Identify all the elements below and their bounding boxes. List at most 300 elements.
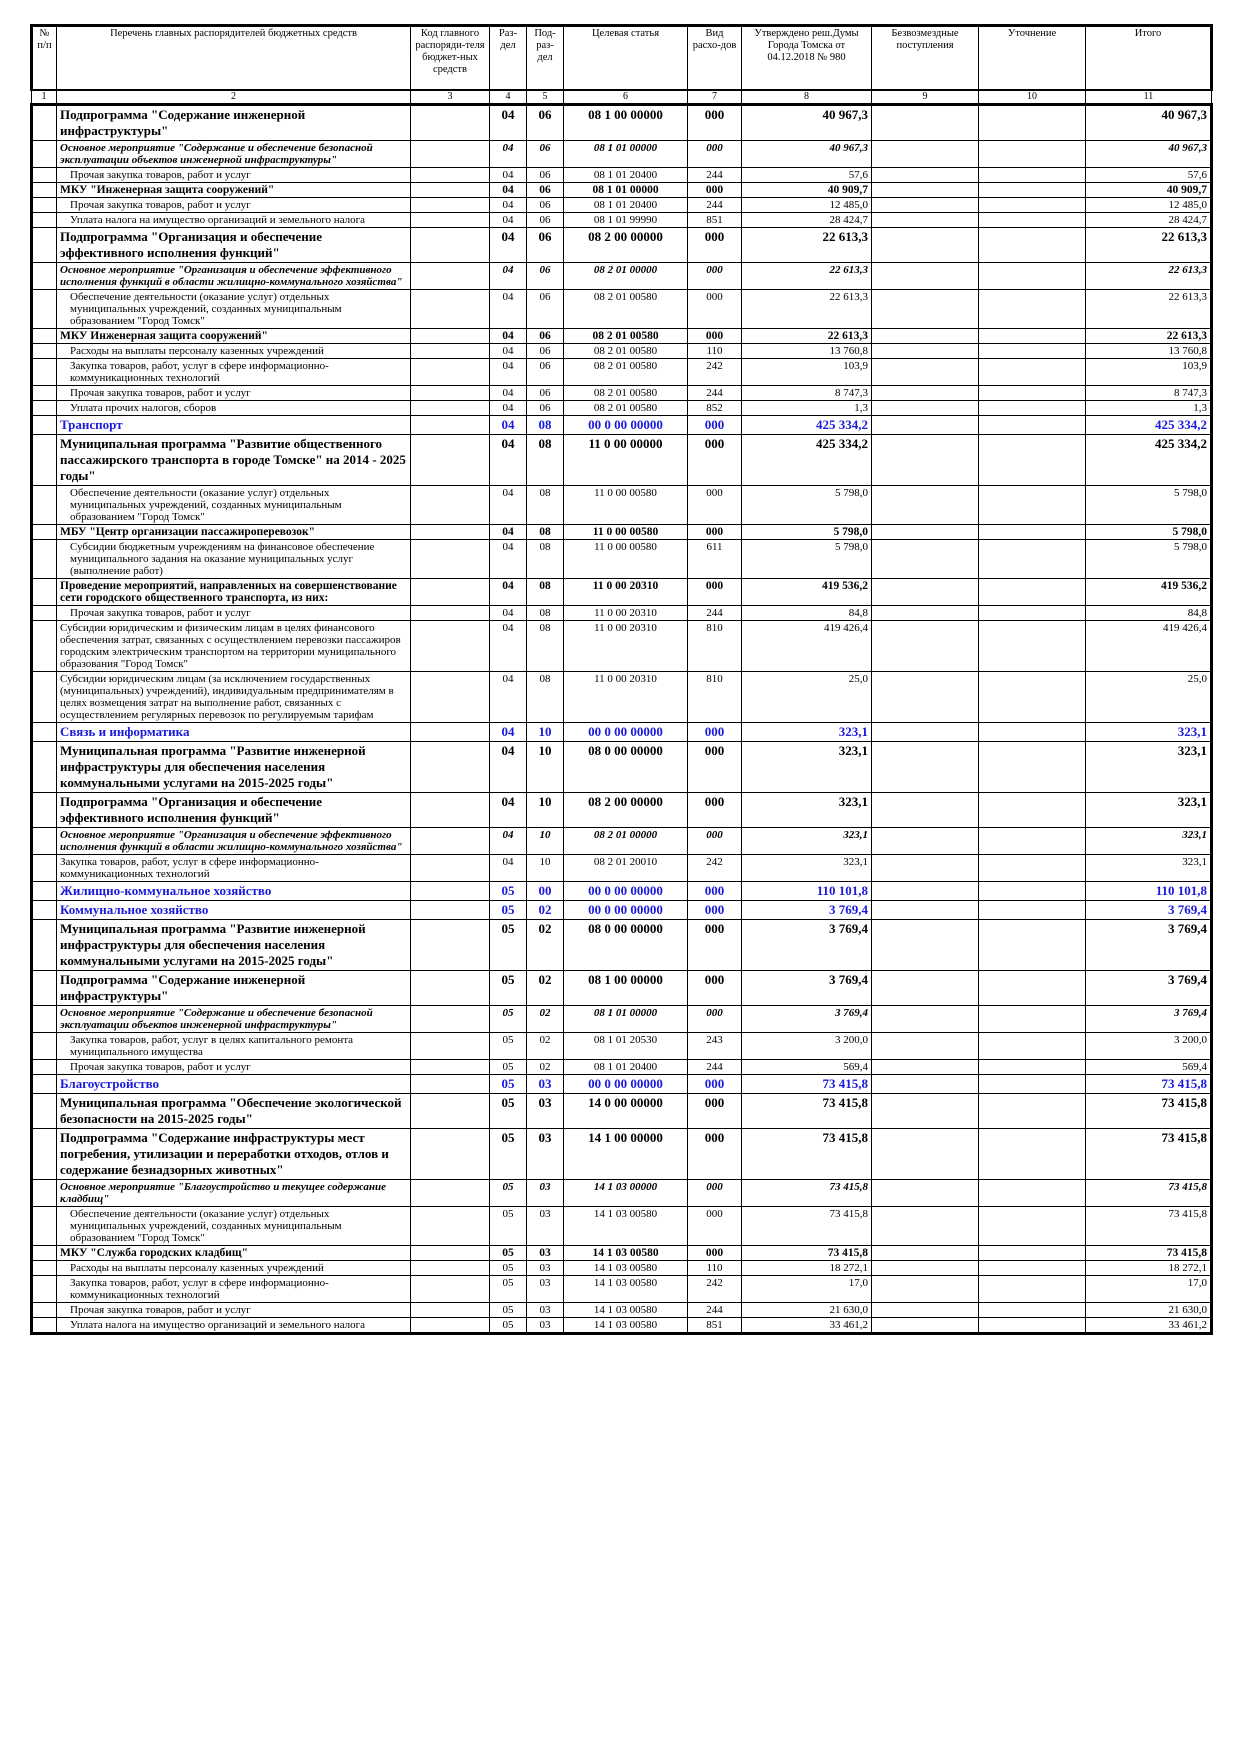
row-adjustment-cell xyxy=(979,855,1086,882)
row-name-cell: Основное мероприятие "Организация и обеспечение эффективного исполнения функций в области жилищно-коммунального хозяйства" xyxy=(57,263,411,290)
row-target-cell: 08 1 01 20400 xyxy=(564,1060,688,1075)
row-code-cell xyxy=(411,1246,490,1261)
row-total-cell: 419 536,2 xyxy=(1086,579,1212,606)
row-podrazdel-cell: 08 xyxy=(527,672,564,723)
row-approved-cell: 22 613,3 xyxy=(742,263,872,290)
row-expense-type-cell: 000 xyxy=(688,329,742,344)
table-row xyxy=(32,1261,1212,1276)
row-expense-type-cell: 244 xyxy=(688,606,742,621)
row-expense-type-cell: 110 xyxy=(688,344,742,359)
row-expense-type-cell: 852 xyxy=(688,401,742,416)
table-row xyxy=(32,882,1212,901)
row-podrazdel-cell: 06 xyxy=(527,344,564,359)
row-razdel-cell: 05 xyxy=(490,1261,527,1276)
row-approved-cell: 17,0 xyxy=(742,1276,872,1303)
row-approved-cell: 33 461,2 xyxy=(742,1318,872,1334)
row-code-cell xyxy=(411,416,490,435)
row-expense-type-cell: 810 xyxy=(688,672,742,723)
row-total-cell: 22 613,3 xyxy=(1086,290,1212,329)
row-num-cell xyxy=(32,971,57,1006)
table-row xyxy=(32,1276,1212,1303)
row-num-cell xyxy=(32,672,57,723)
table-row xyxy=(32,141,1212,168)
row-approved-cell: 323,1 xyxy=(742,828,872,855)
row-approved-cell: 73 415,8 xyxy=(742,1094,872,1129)
row-grants-cell xyxy=(872,344,979,359)
row-approved-cell: 40 909,7 xyxy=(742,183,872,198)
row-approved-cell: 40 967,3 xyxy=(742,105,872,141)
row-name-cell: МКУ "Служба городских кладбищ" xyxy=(57,1246,411,1261)
table-row xyxy=(32,401,1212,416)
row-name-cell: Прочая закупка товаров, работ и услуг xyxy=(57,168,411,183)
row-num-cell xyxy=(32,290,57,329)
row-code-cell xyxy=(411,228,490,263)
col-number: 4 xyxy=(490,90,527,105)
table-row xyxy=(32,920,1212,971)
row-num-cell xyxy=(32,486,57,525)
row-expense-type-cell: 110 xyxy=(688,1261,742,1276)
table-row xyxy=(32,1060,1212,1075)
row-grants-cell xyxy=(872,672,979,723)
row-expense-type-cell: 000 xyxy=(688,971,742,1006)
table-row xyxy=(32,263,1212,290)
row-total-cell: 40 967,3 xyxy=(1086,141,1212,168)
row-razdel-cell: 04 xyxy=(490,540,527,579)
row-expense-type-cell: 000 xyxy=(688,1129,742,1180)
row-podrazdel-cell: 10 xyxy=(527,855,564,882)
row-approved-cell: 12 485,0 xyxy=(742,198,872,213)
row-target-cell: 08 1 00 00000 xyxy=(564,971,688,1006)
row-total-cell: 17,0 xyxy=(1086,1276,1212,1303)
table-row xyxy=(32,1033,1212,1060)
row-code-cell xyxy=(411,855,490,882)
row-target-cell: 14 1 03 00580 xyxy=(564,1303,688,1318)
row-expense-type-cell: 000 xyxy=(688,882,742,901)
row-num-cell xyxy=(32,525,57,540)
row-name-cell: Муниципальная программа "Развитие инженерной инфраструктуры для обеспечения населения коммунальными услугами на 2015-2025 годы" xyxy=(57,920,411,971)
row-adjustment-cell xyxy=(979,386,1086,401)
row-code-cell xyxy=(411,828,490,855)
row-expense-type-cell: 000 xyxy=(688,486,742,525)
row-total-cell: 3 769,4 xyxy=(1086,920,1212,971)
row-approved-cell: 22 613,3 xyxy=(742,228,872,263)
row-target-cell: 11 0 00 20310 xyxy=(564,672,688,723)
row-podrazdel-cell: 03 xyxy=(527,1094,564,1129)
row-total-cell: 84,8 xyxy=(1086,606,1212,621)
row-total-cell: 323,1 xyxy=(1086,793,1212,828)
row-adjustment-cell xyxy=(979,901,1086,920)
row-grants-cell xyxy=(872,359,979,386)
row-adjustment-cell xyxy=(979,263,1086,290)
row-name-cell: МКУ Инженерная защита сооружений" xyxy=(57,329,411,344)
row-total-cell: 425 334,2 xyxy=(1086,416,1212,435)
row-num-cell xyxy=(32,1129,57,1180)
row-code-cell xyxy=(411,344,490,359)
row-podrazdel-cell: 06 xyxy=(527,183,564,198)
row-target-cell: 00 0 00 00000 xyxy=(564,723,688,742)
row-expense-type-cell: 000 xyxy=(688,742,742,793)
row-grants-cell xyxy=(872,540,979,579)
row-approved-cell: 425 334,2 xyxy=(742,435,872,486)
row-name-cell: Обеспечение деятельности (оказание услуг) отдельных муниципальных учреждений, созданных муниципальным образованием "Город Томск" xyxy=(57,290,411,329)
row-num-cell xyxy=(32,1246,57,1261)
row-num-cell xyxy=(32,329,57,344)
row-code-cell xyxy=(411,263,490,290)
row-grants-cell xyxy=(872,882,979,901)
row-podrazdel-cell: 08 xyxy=(527,579,564,606)
row-adjustment-cell xyxy=(979,141,1086,168)
row-code-cell xyxy=(411,621,490,672)
col-number: 10 xyxy=(979,90,1086,105)
row-num-cell xyxy=(32,263,57,290)
row-adjustment-cell xyxy=(979,579,1086,606)
row-approved-cell: 3 200,0 xyxy=(742,1033,872,1060)
table-row xyxy=(32,672,1212,723)
row-target-cell: 14 1 03 00000 xyxy=(564,1180,688,1207)
row-adjustment-cell xyxy=(979,1246,1086,1261)
col-number: 1 xyxy=(32,90,57,105)
row-total-cell: 419 426,4 xyxy=(1086,621,1212,672)
row-podrazdel-cell: 08 xyxy=(527,435,564,486)
row-target-cell: 08 2 01 00580 xyxy=(564,386,688,401)
row-approved-cell: 73 415,8 xyxy=(742,1075,872,1094)
row-approved-cell: 40 967,3 xyxy=(742,141,872,168)
row-approved-cell: 3 769,4 xyxy=(742,920,872,971)
row-expense-type-cell: 000 xyxy=(688,183,742,198)
col-header-expense-type: Вид расхо-дов xyxy=(688,26,742,91)
row-expense-type-cell: 851 xyxy=(688,1318,742,1334)
row-num-cell xyxy=(32,168,57,183)
row-total-cell: 73 415,8 xyxy=(1086,1075,1212,1094)
table-row xyxy=(32,1129,1212,1180)
row-expense-type-cell: 000 xyxy=(688,435,742,486)
col-header-target: Целевая статья xyxy=(564,26,688,91)
row-name-cell: Коммунальное хозяйство xyxy=(57,901,411,920)
row-adjustment-cell xyxy=(979,1318,1086,1334)
table-row xyxy=(32,828,1212,855)
row-grants-cell xyxy=(872,920,979,971)
row-num-cell xyxy=(32,416,57,435)
row-approved-cell: 323,1 xyxy=(742,723,872,742)
row-razdel-cell: 05 xyxy=(490,1060,527,1075)
row-razdel-cell: 04 xyxy=(490,416,527,435)
row-grants-cell xyxy=(872,723,979,742)
row-podrazdel-cell: 10 xyxy=(527,828,564,855)
row-approved-cell: 323,1 xyxy=(742,855,872,882)
col-number: 11 xyxy=(1086,90,1212,105)
row-num-cell xyxy=(32,723,57,742)
table-row xyxy=(32,901,1212,920)
row-podrazdel-cell: 06 xyxy=(527,105,564,141)
row-razdel-cell: 04 xyxy=(490,344,527,359)
row-podrazdel-cell: 00 xyxy=(527,882,564,901)
row-code-cell xyxy=(411,742,490,793)
row-num-cell xyxy=(32,228,57,263)
row-expense-type-cell: 000 xyxy=(688,828,742,855)
row-razdel-cell: 04 xyxy=(490,525,527,540)
row-target-cell: 11 0 00 00580 xyxy=(564,486,688,525)
col-header-podrazdel: Под-раз-дел xyxy=(527,26,564,91)
row-total-cell: 73 415,8 xyxy=(1086,1246,1212,1261)
row-target-cell: 08 2 01 00580 xyxy=(564,401,688,416)
row-grants-cell xyxy=(872,1006,979,1033)
table-row xyxy=(32,855,1212,882)
row-name-cell: Закупка товаров, работ, услуг в целях капитального ремонта муниципального имущества xyxy=(57,1033,411,1060)
row-name-cell: Прочая закупка товаров, работ и услуг xyxy=(57,1303,411,1318)
row-name-cell: Муниципальная программа "Обеспечение экологической безопасности на 2015-2025 годы" xyxy=(57,1094,411,1129)
row-approved-cell: 3 769,4 xyxy=(742,971,872,1006)
row-total-cell: 22 613,3 xyxy=(1086,263,1212,290)
row-target-cell: 08 2 01 00000 xyxy=(564,828,688,855)
row-total-cell: 21 630,0 xyxy=(1086,1303,1212,1318)
row-total-cell: 3 200,0 xyxy=(1086,1033,1212,1060)
row-grants-cell xyxy=(872,855,979,882)
header-row xyxy=(32,26,1212,91)
row-adjustment-cell xyxy=(979,525,1086,540)
row-razdel-cell: 04 xyxy=(490,329,527,344)
row-grants-cell xyxy=(872,793,979,828)
table-row xyxy=(32,1006,1212,1033)
row-podrazdel-cell: 06 xyxy=(527,228,564,263)
row-approved-cell: 73 415,8 xyxy=(742,1129,872,1180)
row-expense-type-cell: 000 xyxy=(688,1180,742,1207)
row-num-cell xyxy=(32,882,57,901)
row-grants-cell xyxy=(872,1303,979,1318)
row-adjustment-cell xyxy=(979,183,1086,198)
row-total-cell: 40 967,3 xyxy=(1086,105,1212,141)
row-grants-cell xyxy=(872,228,979,263)
row-adjustment-cell xyxy=(979,828,1086,855)
row-name-cell: Прочая закупка товаров, работ и услуг xyxy=(57,1060,411,1075)
row-code-cell xyxy=(411,1261,490,1276)
row-total-cell: 1,3 xyxy=(1086,401,1212,416)
row-razdel-cell: 04 xyxy=(490,359,527,386)
row-podrazdel-cell: 08 xyxy=(527,606,564,621)
row-name-cell: Проведение мероприятий, направленных на совершенствование сети городского общественного транспорта, из них: xyxy=(57,579,411,606)
row-name-cell: Уплата прочих налогов, сборов xyxy=(57,401,411,416)
row-approved-cell: 103,9 xyxy=(742,359,872,386)
row-grants-cell xyxy=(872,1318,979,1334)
row-approved-cell: 5 798,0 xyxy=(742,486,872,525)
row-num-cell xyxy=(32,1075,57,1094)
row-grants-cell xyxy=(872,168,979,183)
row-code-cell xyxy=(411,1129,490,1180)
row-expense-type-cell: 810 xyxy=(688,621,742,672)
row-target-cell: 00 0 00 00000 xyxy=(564,882,688,901)
row-name-cell: Подпрограмма "Содержание инженерной инфраструктуры" xyxy=(57,105,411,141)
table-row xyxy=(32,971,1212,1006)
row-adjustment-cell xyxy=(979,1033,1086,1060)
table-row xyxy=(32,579,1212,606)
row-name-cell: Подпрограмма "Организация и обеспечение эффективного исполнения функций" xyxy=(57,228,411,263)
row-name-cell: Закупка товаров, работ, услуг в сфере информационно-коммуникационных технологий xyxy=(57,1276,411,1303)
row-total-cell: 3 769,4 xyxy=(1086,971,1212,1006)
row-razdel-cell: 04 xyxy=(490,855,527,882)
row-podrazdel-cell: 08 xyxy=(527,540,564,579)
row-grants-cell xyxy=(872,901,979,920)
row-razdel-cell: 05 xyxy=(490,1318,527,1334)
row-total-cell: 3 769,4 xyxy=(1086,1006,1212,1033)
row-expense-type-cell: 000 xyxy=(688,579,742,606)
row-approved-cell: 57,6 xyxy=(742,168,872,183)
table-row xyxy=(32,228,1212,263)
row-podrazdel-cell: 10 xyxy=(527,742,564,793)
row-grants-cell xyxy=(872,1207,979,1246)
row-num-cell xyxy=(32,1033,57,1060)
row-approved-cell: 569,4 xyxy=(742,1060,872,1075)
col-header-approved: Утверждено реш.Думы Города Томска от 04.12.2018 № 980 xyxy=(742,26,872,91)
row-adjustment-cell xyxy=(979,793,1086,828)
row-target-cell: 08 2 00 00000 xyxy=(564,793,688,828)
row-target-cell: 08 0 00 00000 xyxy=(564,920,688,971)
row-adjustment-cell xyxy=(979,1207,1086,1246)
table-row xyxy=(32,290,1212,329)
row-code-cell xyxy=(411,329,490,344)
row-razdel-cell: 04 xyxy=(490,183,527,198)
row-razdel-cell: 05 xyxy=(490,1075,527,1094)
row-grants-cell xyxy=(872,1129,979,1180)
row-expense-type-cell: 000 xyxy=(688,416,742,435)
row-adjustment-cell xyxy=(979,672,1086,723)
row-grants-cell xyxy=(872,1246,979,1261)
row-total-cell: 5 798,0 xyxy=(1086,525,1212,540)
row-adjustment-cell xyxy=(979,435,1086,486)
row-razdel-cell: 04 xyxy=(490,105,527,141)
row-expense-type-cell: 000 xyxy=(688,263,742,290)
row-total-cell: 22 613,3 xyxy=(1086,228,1212,263)
row-podrazdel-cell: 06 xyxy=(527,198,564,213)
row-podrazdel-cell: 02 xyxy=(527,901,564,920)
row-name-cell: Основное мероприятие "Содержание и обеспечение безопасной эксплуатации объектов инженерной инфраструктуры" xyxy=(57,1006,411,1033)
budget-sheet xyxy=(30,24,1210,1335)
row-expense-type-cell: 000 xyxy=(688,105,742,141)
row-name-cell: Связь и информатика xyxy=(57,723,411,742)
row-razdel-cell: 04 xyxy=(490,141,527,168)
row-target-cell: 08 2 01 00000 xyxy=(564,263,688,290)
table-row xyxy=(32,183,1212,198)
row-approved-cell: 18 272,1 xyxy=(742,1261,872,1276)
row-podrazdel-cell: 02 xyxy=(527,1006,564,1033)
row-razdel-cell: 04 xyxy=(490,606,527,621)
row-code-cell xyxy=(411,1006,490,1033)
row-target-cell: 00 0 00 00000 xyxy=(564,416,688,435)
col-number: 8 xyxy=(742,90,872,105)
row-total-cell: 18 272,1 xyxy=(1086,1261,1212,1276)
row-expense-type-cell: 244 xyxy=(688,386,742,401)
row-code-cell xyxy=(411,290,490,329)
row-razdel-cell: 05 xyxy=(490,1303,527,1318)
row-target-cell: 08 1 01 20530 xyxy=(564,1033,688,1060)
row-razdel-cell: 04 xyxy=(490,290,527,329)
row-razdel-cell: 04 xyxy=(490,793,527,828)
row-expense-type-cell: 000 xyxy=(688,141,742,168)
table-row xyxy=(32,1094,1212,1129)
row-adjustment-cell xyxy=(979,329,1086,344)
row-adjustment-cell xyxy=(979,882,1086,901)
table-row xyxy=(32,621,1212,672)
row-adjustment-cell xyxy=(979,920,1086,971)
table-row xyxy=(32,435,1212,486)
row-razdel-cell: 05 xyxy=(490,901,527,920)
row-adjustment-cell xyxy=(979,401,1086,416)
row-approved-cell: 5 798,0 xyxy=(742,525,872,540)
row-num-cell xyxy=(32,901,57,920)
row-podrazdel-cell: 08 xyxy=(527,416,564,435)
row-adjustment-cell xyxy=(979,621,1086,672)
table-row xyxy=(32,168,1212,183)
row-adjustment-cell xyxy=(979,105,1086,141)
col-header-name: Перечень главных распорядителей бюджетных средств xyxy=(57,26,411,91)
row-podrazdel-cell: 06 xyxy=(527,141,564,168)
row-podrazdel-cell: 06 xyxy=(527,401,564,416)
row-grants-cell xyxy=(872,1261,979,1276)
col-number: 2 xyxy=(57,90,411,105)
row-grants-cell xyxy=(872,213,979,228)
row-code-cell xyxy=(411,1094,490,1129)
row-code-cell xyxy=(411,901,490,920)
row-adjustment-cell xyxy=(979,344,1086,359)
row-total-cell: 22 613,3 xyxy=(1086,329,1212,344)
row-total-cell: 28 424,7 xyxy=(1086,213,1212,228)
row-target-cell: 08 2 01 00580 xyxy=(564,329,688,344)
row-num-cell xyxy=(32,141,57,168)
row-name-cell: Уплата налога на имущество организаций и земельного налога xyxy=(57,213,411,228)
row-total-cell: 323,1 xyxy=(1086,742,1212,793)
row-grants-cell xyxy=(872,1094,979,1129)
row-name-cell: Основное мероприятие "Благоустройство и текущее содержание кладбищ" xyxy=(57,1180,411,1207)
row-num-cell xyxy=(32,579,57,606)
table-row xyxy=(32,344,1212,359)
row-num-cell xyxy=(32,359,57,386)
row-code-cell xyxy=(411,793,490,828)
row-razdel-cell: 04 xyxy=(490,401,527,416)
row-razdel-cell: 05 xyxy=(490,1180,527,1207)
row-razdel-cell: 04 xyxy=(490,168,527,183)
row-code-cell xyxy=(411,525,490,540)
row-total-cell: 13 760,8 xyxy=(1086,344,1212,359)
row-num-cell xyxy=(32,606,57,621)
row-total-cell: 57,6 xyxy=(1086,168,1212,183)
col-header-total: Итого xyxy=(1086,26,1212,91)
row-approved-cell: 73 415,8 xyxy=(742,1207,872,1246)
row-target-cell: 08 1 01 99990 xyxy=(564,213,688,228)
table-row xyxy=(32,793,1212,828)
table-row xyxy=(32,525,1212,540)
row-code-cell xyxy=(411,1318,490,1334)
row-grants-cell xyxy=(872,263,979,290)
row-grants-cell xyxy=(872,1060,979,1075)
row-name-cell: Обеспечение деятельности (оказание услуг) отдельных муниципальных учреждений, созданных муниципальным образованием "Город Томск" xyxy=(57,1207,411,1246)
row-grants-cell xyxy=(872,416,979,435)
row-total-cell: 425 334,2 xyxy=(1086,435,1212,486)
row-approved-cell: 21 630,0 xyxy=(742,1303,872,1318)
row-num-cell xyxy=(32,1006,57,1033)
row-target-cell: 08 1 01 00000 xyxy=(564,141,688,168)
row-num-cell xyxy=(32,1060,57,1075)
row-approved-cell: 73 415,8 xyxy=(742,1180,872,1207)
table-row xyxy=(32,606,1212,621)
row-podrazdel-cell: 03 xyxy=(527,1318,564,1334)
row-grants-cell xyxy=(872,606,979,621)
row-expense-type-cell: 000 xyxy=(688,1246,742,1261)
row-name-cell: Субсидии бюджетным учреждениям на финансовое обеспечение муниципального задания на оказание муниципальных услуг (выполнение работ) xyxy=(57,540,411,579)
row-podrazdel-cell: 10 xyxy=(527,793,564,828)
col-header-code: Код главного распоряди-теля бюджет-ных средств xyxy=(411,26,490,91)
row-expense-type-cell: 000 xyxy=(688,901,742,920)
row-target-cell: 11 0 00 20310 xyxy=(564,606,688,621)
row-grants-cell xyxy=(872,525,979,540)
table-row xyxy=(32,723,1212,742)
